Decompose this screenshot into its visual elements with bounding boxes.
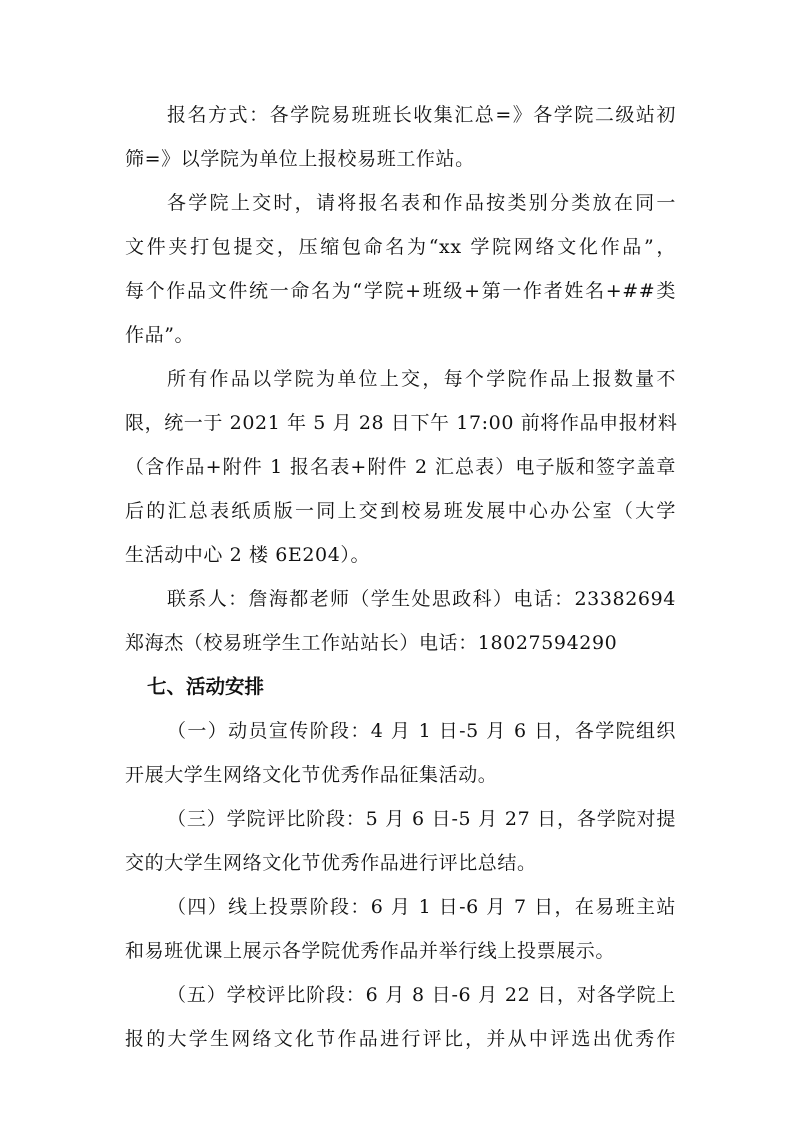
stage-3-line-2: 交的大学生网络文化节优秀作品进行评比总结。	[125, 852, 537, 874]
stage-1-line-2: 开展大学生网络文化节优秀作品征集活动。	[125, 764, 498, 786]
stage-4-line-1: （四）线上投票阶段：6 月 1 日-6 月 7 日，在易班主站	[167, 896, 676, 918]
submission-line-2: 文件夹打包提交，压缩包命名为“xx 学院网络文化作品”，	[125, 236, 676, 258]
deadline-line-2: 限，统一于 2021 年 5 月 28 日下午 17:00 前将作品申报材料	[125, 412, 678, 434]
stage-5-line-1: （五）学校评比阶段：6 月 8 日-6 月 22 日，对各学院上	[167, 984, 676, 1006]
registration-line-2: 筛=》以学院为单位上报校易班工作站。	[125, 148, 475, 170]
stage-1-line-1: （一）动员宣传阶段：4 月 1 日-5 月 6 日，各学院组织	[167, 720, 676, 742]
stage-4-line-2: 和易班优课上展示各学院优秀作品并举行线上投票展示。	[125, 940, 616, 962]
submission-line-3: 每个作品文件统一命名为“学院+班级+第一作者姓名+##类	[125, 280, 676, 302]
section-heading: 七、活动安排	[147, 675, 265, 698]
registration-line-1: 报名方式：各学院易班班长收集汇总=》各学院二级站初	[167, 104, 676, 126]
stage-3-line-1: （三）学院评比阶段：5 月 6 日-5 月 27 日，各学院对提	[167, 808, 676, 830]
submission-line-4: 作品”。	[125, 324, 195, 346]
deadline-line-3: （含作品+附件 1 报名表+附件 2 汇总表）电子版和签字盖章	[125, 456, 676, 478]
stage-5-line-2: 报的大学生网络文化节作品进行评比，并从中评选出优秀作	[125, 1028, 676, 1050]
contact-line-1: 联系人：詹海都老师（学生处思政科）电话：23382694	[167, 588, 676, 610]
deadline-line-5: 生活动中心 2 楼 6E204）。	[125, 544, 371, 566]
deadline-line-1: 所有作品以学院为单位上交，每个学院作品上报数量不	[167, 368, 676, 390]
contact-line-2: 郑海杰（校易班学生工作站站长）电话：18027594290	[125, 632, 618, 654]
submission-line-1: 各学院上交时，请将报名表和作品按类别分类放在同一	[167, 192, 676, 214]
deadline-line-4: 后的汇总表纸质版一同上交到校易班发展中心办公室（大学	[125, 500, 676, 522]
